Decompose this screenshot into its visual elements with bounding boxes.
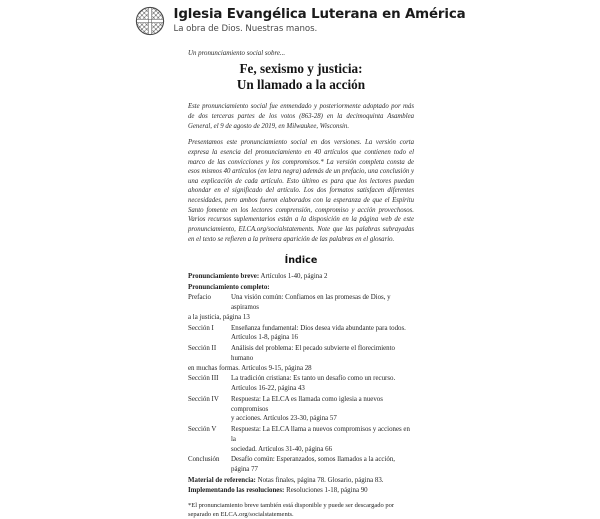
- toc-reference-value: Notas finales, página 78. Glosario, página 83.: [257, 476, 384, 484]
- toc-entry-desc-continuation: a la justicia, página 13: [188, 314, 250, 322]
- toc-entry-desc-continuation: Artículos 16-22, página 43: [231, 385, 305, 393]
- toc-resolutions-line: [188, 486, 414, 496]
- toc-entry-list: [188, 293, 414, 475]
- toc-reference-line: [188, 476, 414, 486]
- organization-tagline: La obra de Dios. Nuestras manos.: [173, 23, 318, 34]
- intro-paragraph-1: Este pronunciamiento social fue enmendado y posteriormente adoptado por más de dos terceras partes de los votos (863-28) en la decimoquinta Asamblea General, el 9 de agosto de 2019, en Milwaukee, Wisconsin.: [188, 103, 414, 130]
- toc-resolutions-value: Resoluciones 1-18, página 90: [286, 487, 368, 494]
- toc-entry-label: Sección IV: [188, 395, 219, 403]
- toc-full-line: [188, 283, 414, 293]
- toc-heading: Índice: [284, 255, 318, 267]
- toc-entry-label: Sección III: [188, 375, 219, 383]
- content-column: [186, 50, 414, 519]
- toc-brief-line: [188, 272, 414, 282]
- celtic-cross-circle-logo-icon: [135, 6, 165, 36]
- toc-entry-description: [231, 324, 414, 344]
- toc-entry-label: Sección II: [188, 344, 217, 352]
- toc-entry-description: [231, 455, 414, 475]
- toc-brief-value: Artículos 1-40, página 2: [260, 273, 328, 281]
- toc-entry-label: Sección I: [188, 324, 214, 332]
- toc-entry-label: Sección V: [188, 425, 217, 433]
- masthead-text: [174, 7, 466, 35]
- toc-entry-desc-text: Desafío común: Esperanzados, somos llamados a la acción, página 77: [231, 456, 395, 474]
- toc-entry-desc-text: Enseñanza fundamental: Dios desea vida abundante para todos.: [231, 324, 406, 332]
- masthead: [0, 0, 600, 36]
- footnote: *El pronunciamiento breve también está disponible y puede ser descargado por separado en ELCA.org/socialstatements.: [188, 501, 395, 519]
- toc-entry-seccion-1[interactable]: [188, 324, 414, 344]
- toc-resolutions-label: Implementando las resoluciones:: [188, 487, 285, 494]
- toc-entry-description: [231, 374, 414, 394]
- toc-entry-desc-continuation: y acciones. Artículos 23-30, página 57: [231, 415, 337, 423]
- toc-entry-desc-continuation: en muchas formas. Artículos 9-15, página 28: [188, 364, 312, 372]
- toc-entry-desc-text: Una visión común: Confiamos en las promesas de Dios, y aspiramos: [231, 294, 391, 312]
- toc-entry-desc-text: Respuesta: La ELCA llama a nuevos compromisos y acciones en la: [231, 425, 410, 443]
- toc-entry-description: [231, 425, 414, 455]
- toc-entry-seccion-5[interactable]: [188, 425, 414, 455]
- toc-entry-description: [231, 395, 414, 425]
- toc-entry-desc-text: La tradición cristiana: Es tanto un desafío como un recurso.: [231, 375, 396, 383]
- document-kicker: Un pronunciamiento social sobre...: [188, 50, 286, 57]
- toc-full-label: Pronunciamiento completo:: [188, 283, 270, 291]
- intro-paragraph-2: Presentamos este pronunciamiento social en dos versiones. La versión corta expresa la esencia del pronunciamiento en 40 artículos que contienen todo el marco de las convicciones y los compromisos.* La versión completa consta de esos mismos 40 artículos (en letra negra) además de un prefacio, una conclusión y una explicación de cada artículo. Esto último es para que los lectores puedan ahondar en el significado del artículo. Los dos formatos satisfacen diferentes necesidades, pero ambos fueron elaborados con la esperanza de que el Espíritu Santo fomente en los lectores comprensión, compromiso y acción provechosos. Varios recursos suplementarios están a la disposición en la página web de este pronunciamiento, ELCA.org/socialstatements. Note que las palabras subrayadas en el texto se refieren a la primera aparición de las palabras en el glosario.: [188, 139, 414, 243]
- toc-entry-desc-continuation: Artículos 1-8, página 16: [231, 334, 298, 342]
- toc-entry-desc-text: Análisis del problema: El pecado subvierte el florecimiento humano: [231, 344, 395, 362]
- toc-entry-seccion-2[interactable]: [188, 344, 414, 374]
- organization-name: Iglesia Evangélica Luterana en América: [173, 6, 466, 22]
- toc-entry-seccion-3[interactable]: [188, 374, 414, 394]
- title-line-2: Un llamado a la acción: [236, 76, 366, 92]
- toc-entry-label: Prefacio: [188, 294, 211, 302]
- toc-entry-desc-text: Respuesta: La ELCA es llamada como iglesia a nuevos compromisos: [231, 395, 383, 413]
- toc-entry-conclusion[interactable]: [188, 455, 414, 475]
- toc-entry-prefacio[interactable]: [188, 293, 414, 323]
- toc-reference-label: Material de referencia:: [188, 476, 256, 484]
- toc-entry-desc-continuation: sociedad. Artículos 31-40, página 66: [231, 445, 333, 453]
- title-line-1: Fe, sexismo y justicia:: [239, 60, 363, 76]
- page-title: [188, 61, 414, 94]
- toc-entry-seccion-4[interactable]: [188, 395, 414, 425]
- toc-brief-label: Pronunciamiento breve:: [188, 273, 260, 281]
- toc-entry-label: Conclusión: [188, 456, 220, 464]
